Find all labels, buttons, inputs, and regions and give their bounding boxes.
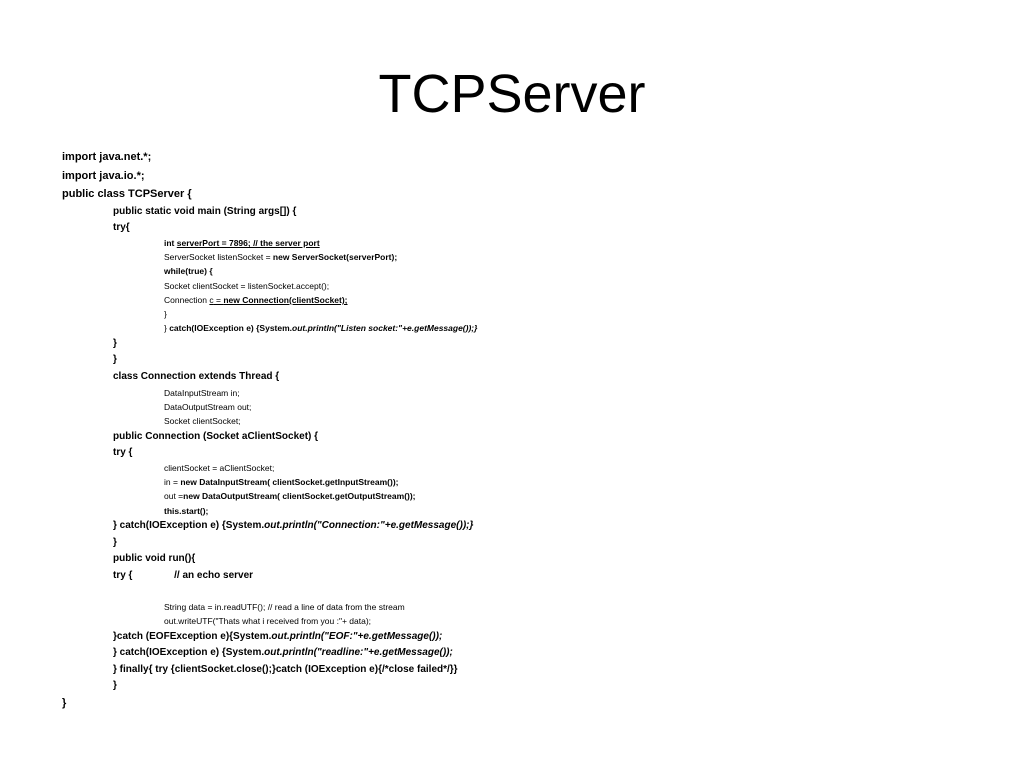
code-segment: DataInputStream in; <box>164 388 240 398</box>
code-segment: try{ <box>113 222 130 233</box>
code-segment: } <box>113 647 120 658</box>
code-segment: public class TCPServer { <box>62 188 192 200</box>
code-segment: new Connection(clientSocket); <box>223 295 348 305</box>
code-segment: public Connection (Socket aClientSocket) { <box>113 431 319 442</box>
code-line <box>164 402 251 412</box>
code-segment: try { <box>113 447 133 458</box>
code-segment: import java.net.*; <box>62 151 152 163</box>
code-segment: } <box>113 354 117 365</box>
code-line <box>113 520 473 531</box>
code-line <box>113 338 117 349</box>
code-line <box>62 697 66 709</box>
code-segment: c <box>209 295 214 305</box>
code-line <box>113 447 132 458</box>
code-segment: } <box>164 309 167 319</box>
code-line <box>164 252 397 262</box>
code-line <box>164 506 208 516</box>
code-segment: catch(IOException e) {System. <box>169 323 293 333</box>
code-line <box>113 647 453 658</box>
code-segment: in = <box>164 477 181 487</box>
code-segment: this.start(); <box>164 506 209 516</box>
code-segment: out.println("readline:"+e.getMessage()); <box>264 647 453 658</box>
code-segment: } <box>62 697 67 709</box>
code-segment: public static void main (String args[]) { <box>113 206 297 217</box>
code-segment: Socket clientSocket; <box>164 416 241 426</box>
code-line <box>164 323 477 333</box>
code-line <box>113 537 117 548</box>
code-segment: new ServerSocket(serverPort); <box>272 252 398 262</box>
code-line <box>113 680 117 691</box>
code-segment: } <box>164 323 170 333</box>
code-line <box>164 266 213 276</box>
code-segment: Socket clientSocket = listenSocket.accept(); <box>164 281 330 291</box>
code-line <box>164 309 167 319</box>
code-segment: out.println("Listen socket:"+e.getMessage());} <box>292 323 478 333</box>
code-segment: out.println("Connection:"+e.getMessage());} <box>264 520 474 531</box>
code-segment: class Connection extends Thread { <box>113 371 280 382</box>
code-segment: out.writeUTF("Thats what i received from you :"+ data); <box>164 616 372 626</box>
code-line <box>164 238 320 248</box>
code-line <box>113 222 130 233</box>
code-segment: } <box>113 631 117 642</box>
code-line <box>113 371 279 382</box>
code-segment: = <box>213 295 224 305</box>
code-segment: serverPort = 7896; // the server port <box>176 238 320 248</box>
code-line <box>62 170 145 182</box>
code-line <box>164 602 405 612</box>
code-line <box>164 477 399 487</box>
code-line <box>164 463 274 473</box>
code-segment: new DataInputStream( clientSocket.getInputStream()); <box>180 477 399 487</box>
code-segment: catch (EOFException e){System. <box>116 631 272 642</box>
code-line <box>113 553 195 564</box>
code-line <box>113 206 296 217</box>
code-line <box>164 295 348 305</box>
code-segment: } <box>113 338 117 349</box>
code-segment: } <box>113 537 117 548</box>
code-line <box>113 570 253 581</box>
code-segment: out.println("EOF:"+e.getMessage()); <box>271 631 443 642</box>
code-line <box>62 188 192 200</box>
code-line <box>113 431 318 442</box>
code-line <box>164 491 416 501</box>
code-segment: } finally{ try {clientSocket.close();}catch (IOException e){/*close failed*/}} <box>113 664 458 675</box>
code-line <box>164 416 241 426</box>
code-segment: String data = in.readUTF(); // read a line of data from the stream <box>164 602 405 612</box>
code-segment: catch(IOException e) {System. <box>119 647 265 658</box>
code-segment: import java.io.*; <box>62 170 145 182</box>
code-line <box>164 281 329 291</box>
code-segment: } <box>113 520 120 531</box>
code-segment: catch(IOException e) {System. <box>119 520 265 531</box>
code-segment: out = <box>164 491 184 501</box>
code-segment: new DataOutputStream( clientSocket.getOutputStream()); <box>183 491 416 501</box>
code-segment: try { // an echo server <box>113 570 254 581</box>
code-segment: int <box>164 238 177 248</box>
code-line <box>164 388 240 398</box>
code-line <box>113 664 458 675</box>
code-segment: public void run(){ <box>113 553 196 564</box>
code-line <box>62 151 151 163</box>
code-line <box>164 616 371 626</box>
slide-title: TCPServer <box>378 64 646 124</box>
code-line <box>113 631 442 642</box>
code-segment: } <box>113 680 117 691</box>
code-segment: clientSocket = aClientSocket; <box>164 463 275 473</box>
code-segment: Connection <box>164 295 210 305</box>
code-line <box>113 354 117 365</box>
code-segment: ServerSocket listenSocket = <box>164 252 273 262</box>
code-segment: DataOutputStream out; <box>164 402 252 412</box>
code-segment: while(true) { <box>164 266 213 276</box>
